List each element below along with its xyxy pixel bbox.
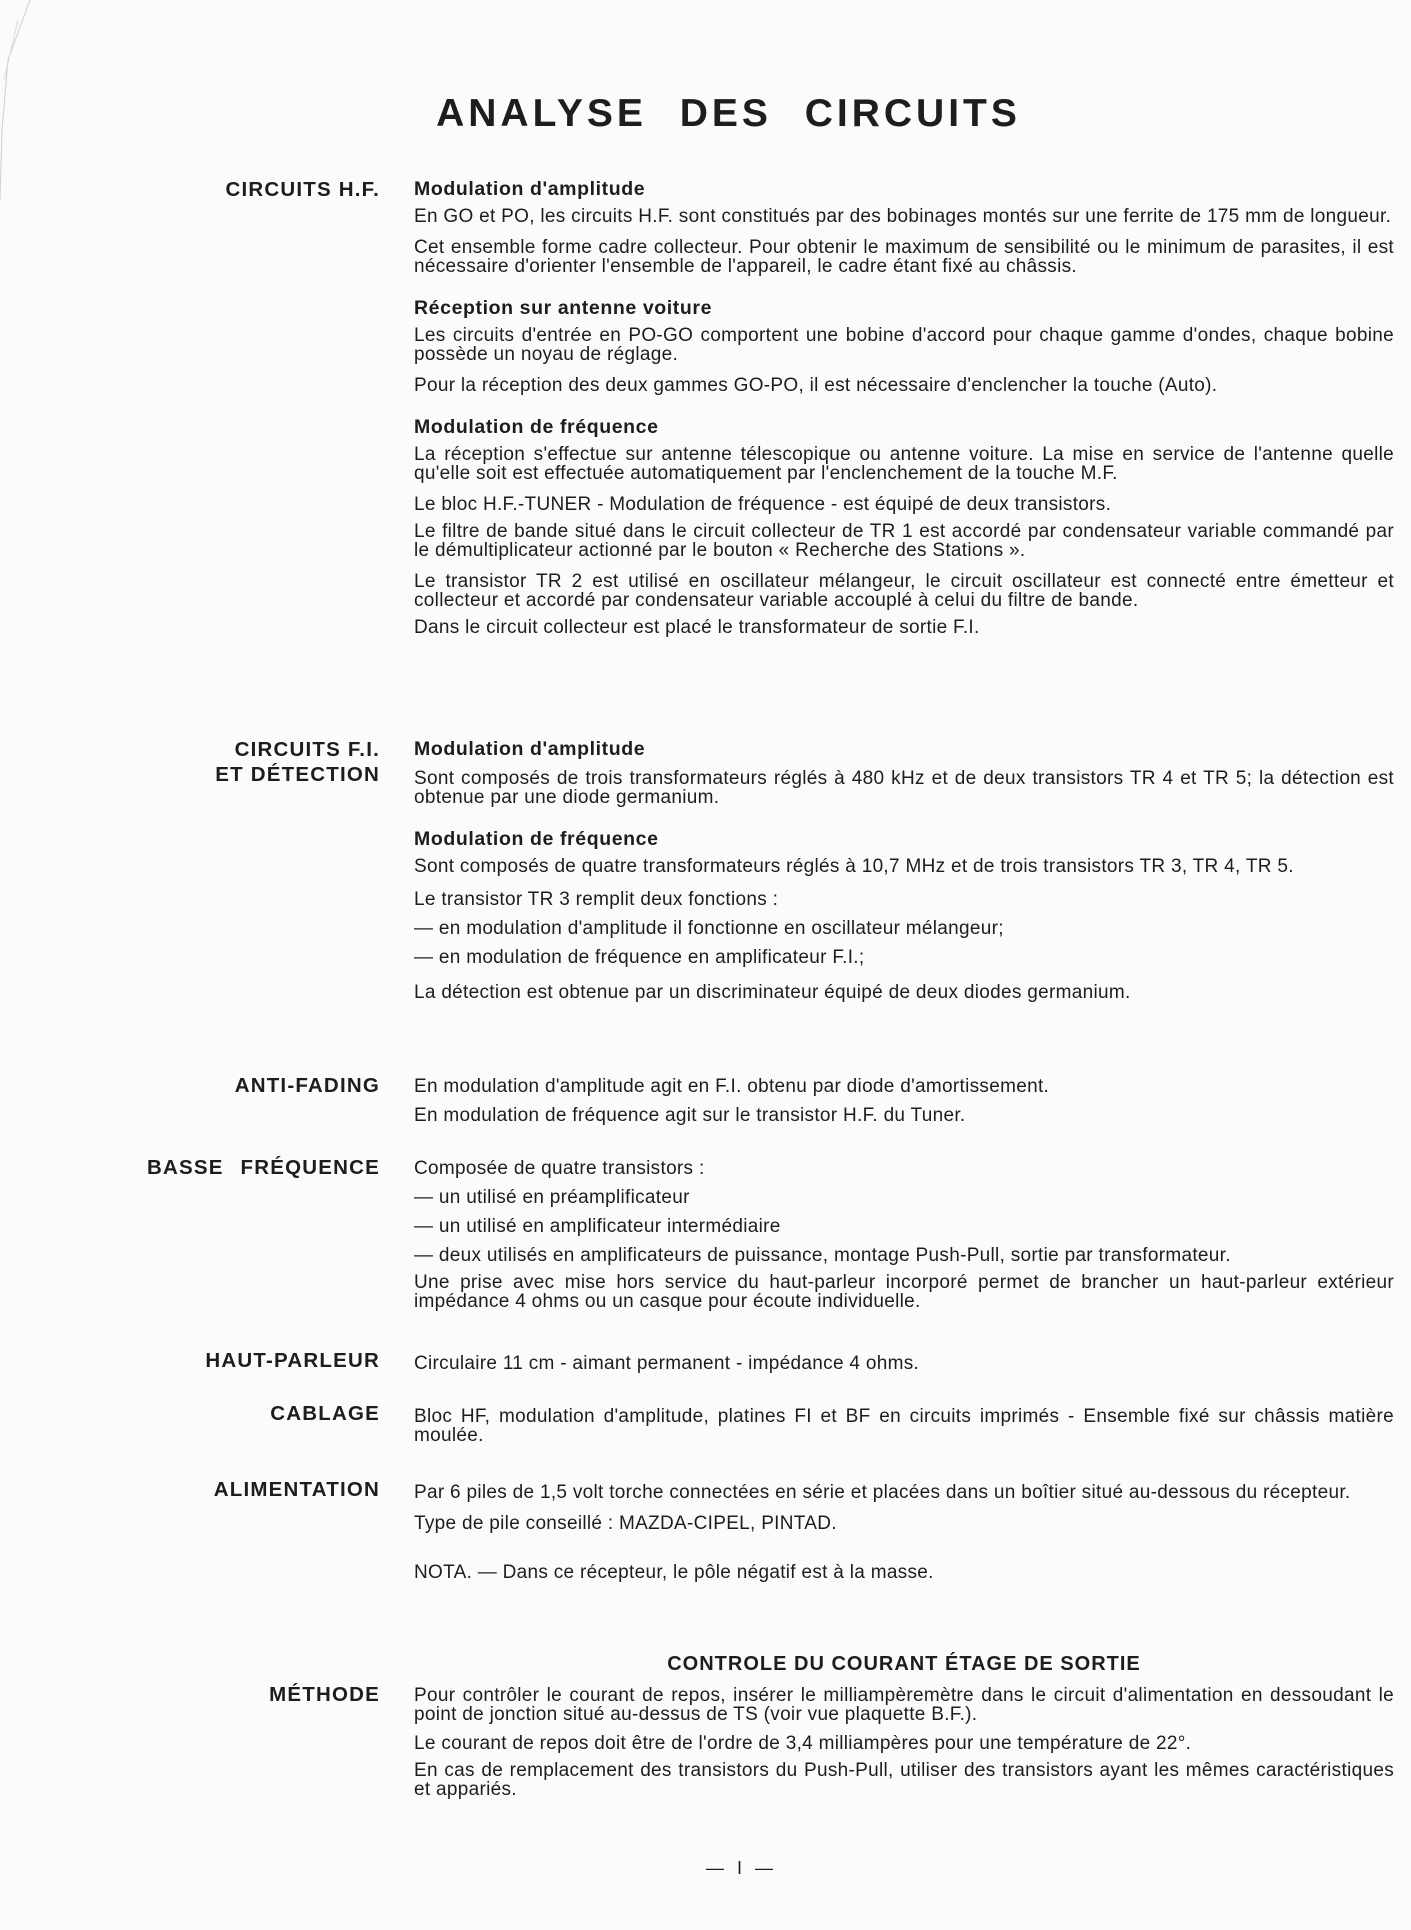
controle-heading: CONTROLE DU COURANT ÉTAGE DE SORTIE — [667, 1653, 1141, 1675]
paragraph: La détection est obtenue par un discriminateur équipé de deux diodes germanium. — [414, 982, 1131, 1003]
paragraph: En GO et PO, les circuits H.F. sont constitués par des bobinages montés sur une ferrite de 175 mm de longueur. — [414, 206, 1392, 227]
paragraph: Le transistor TR 2 est utilisé en oscillateur mélangeur, le circuit oscillateur est connecté entre émetteur et collecteur et accordé par condensateur variable accouplé à celui du filtre de bande. — [414, 571, 1394, 611]
paragraph: Sont composés de quatre transformateurs réglés à 10,7 MHz et de trois transistors TR 3, TR 4, TR 5. — [414, 856, 1294, 877]
list-item: — un utilisé en amplificateur intermédiaire — [414, 1216, 781, 1237]
subheading: Modulation d'amplitude — [414, 738, 646, 760]
paragraph: En modulation de fréquence agit sur le transistor H.F. du Tuner. — [414, 1105, 966, 1126]
section-body — [414, 1407, 1394, 1445]
paragraph: Le bloc H.F.-TUNER - Modulation de fréquence - est équipé de deux transistors. — [414, 494, 1112, 515]
paragraph: Le filtre de bande situé dans le circuit collecteur de TR 1 est accordé par condensateur variable commandé par le démultiplicateur actionné par le bouton « Recherche des Stations ». — [414, 521, 1394, 561]
section-body — [414, 177, 1394, 637]
subheading: Modulation de fréquence — [414, 416, 659, 438]
section-body — [414, 1159, 1394, 1311]
section-label — [215, 737, 380, 787]
paragraph: Les circuits d'entrée en PO-GO comportent une bobine d'accord pour chaque gamme d'ondes, chaque bobine possède un noyau de réglage. — [414, 325, 1394, 365]
paragraph: Par 6 piles de 1,5 volt torche connectées en série et placées dans un boîtier situé au-dessous du récepteur. — [414, 1482, 1351, 1503]
list-item: — en modulation d'amplitude il fonctionne en oscillateur mélangeur; — [414, 918, 1004, 939]
section-body — [414, 1077, 1394, 1125]
paragraph: En cas de remplacement des transistors du Push-Pull, utiliser des transistors ayant les mêmes caractéristiques et appariés. — [414, 1760, 1394, 1800]
section-label: CIRCUITS H.F. — [225, 178, 380, 201]
list-item: — deux utilisés en amplificateurs de puissance, montage Push-Pull, sortie par transformateur. — [414, 1245, 1231, 1266]
subheading: Modulation d'amplitude — [414, 178, 646, 200]
paragraph: Composée de quatre transistors : — [414, 1158, 705, 1179]
section-body — [414, 1354, 1394, 1373]
paragraph: Cet ensemble forme cadre collecteur. Pour obtenir le maximum de sensibilité ou le minimum de parasites, il est nécessaire d'orienter l'ensemble de l'appareil, le cadre étant fixé au châssis. — [414, 237, 1394, 277]
section-body — [414, 737, 1394, 1002]
section-label: BASSE FRÉQUENCE — [146, 1156, 380, 1179]
subheading: Modulation de fréquence — [414, 828, 659, 850]
section-body — [414, 1483, 1394, 1582]
paragraph: Dans le circuit collecteur est placé le transformateur de sortie F.I. — [414, 617, 980, 638]
nota-paragraph: NOTA. — Dans ce récepteur, le pôle négatif est à la masse. — [414, 1562, 934, 1583]
page-title: ANALYSE DES CIRCUITS — [436, 92, 1021, 135]
section-label: CABLAGE — [270, 1402, 380, 1425]
page-number: — I — — [705, 1858, 777, 1878]
paragraph: Pour la réception des deux gammes GO-PO, il est nécessaire d'enclencher la touche (Auto). — [414, 375, 1218, 396]
paragraph: Une prise avec mise hors service du haut-parleur incorporé permet de brancher un haut-parleur extérieur impédance 4 ohms ou un casque pour écoute individuelle. — [414, 1272, 1394, 1312]
paragraph: La réception s'effectue sur antenne télescopique ou antenne voiture. La mise en service de l'antenne quelle qu'elle soit est effectuée automatiquement par l'enclenchement de la touche M.F. — [414, 444, 1394, 484]
subheading: Réception sur antenne voiture — [414, 297, 713, 319]
section-label-line: CIRCUITS F.I. — [234, 738, 380, 761]
section-label: MÉTHODE — [269, 1683, 380, 1706]
section-label: HAUT-PARLEUR — [205, 1349, 380, 1372]
paragraph: Circulaire 11 cm - aimant permanent - impédance 4 ohms. — [414, 1353, 920, 1374]
section-body — [414, 1686, 1394, 1799]
section-label-line: ET DÉTECTION — [215, 763, 380, 786]
paragraph: Pour contrôler le courant de repos, insérer le milliampèremètre dans le circuit d'alimentation en dessoudant le point de jonction situé au-dessus de TS (voir vue plaquette B.F.). — [414, 1685, 1394, 1725]
section-label: ANTI-FADING — [234, 1074, 380, 1097]
paragraph: Sont composés de trois transformateurs réglés à 480 kHz et de deux transistors TR 4 et TR 5; la détection est obtenue par une diode germanium. — [414, 768, 1394, 808]
paragraph: Type de pile conseillé : MAZDA-CIPEL, PINTAD. — [414, 1513, 837, 1534]
list-item: — un utilisé en préamplificateur — [414, 1187, 690, 1208]
paragraph: En modulation d'amplitude agit en F.I. obtenu par diode d'amortissement. — [414, 1076, 1050, 1097]
paragraph: Le courant de repos doit être de l'ordre de 3,4 milliampères pour une température de 22°. — [414, 1733, 1192, 1754]
list-item: — en modulation de fréquence en amplificateur F.I.; — [414, 947, 865, 968]
paragraph: Le transistor TR 3 remplit deux fonctions : — [414, 889, 779, 910]
section-label: ALIMENTATION — [213, 1478, 380, 1501]
paragraph: Bloc HF, modulation d'amplitude, platines FI et BF en circuits imprimés - Ensemble fixé sur châssis matière moulée. — [414, 1406, 1394, 1446]
